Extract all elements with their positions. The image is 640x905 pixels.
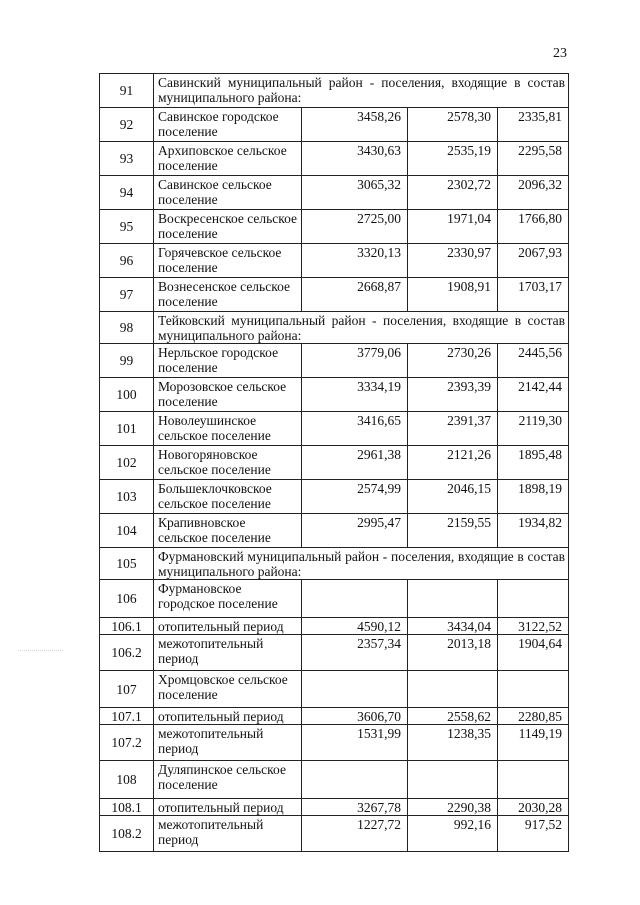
tariff-value-v3 — [498, 761, 569, 799]
settlement-name: межотопительный период — [154, 816, 302, 852]
tariff-value-v2: 2290,38 — [408, 799, 498, 816]
tariff-value-v2: 2730,26 — [408, 344, 498, 378]
tariff-value-v1: 3430,63 — [302, 142, 408, 176]
tariff-value-v3: 2119,30 — [498, 412, 569, 446]
settlement-name: Фурмановское городское поселение — [154, 580, 302, 618]
tariff-value-v1: 1531,99 — [302, 725, 408, 761]
tariff-value-v3: 3122,52 — [498, 618, 569, 635]
row-number: 102 — [100, 446, 154, 480]
table-row — [100, 176, 569, 210]
row-number: 105 — [100, 548, 154, 580]
tariff-value-v1: 3334,19 — [302, 378, 408, 412]
row-number: 94 — [100, 176, 154, 210]
tariff-value-v2: 2558,62 — [408, 708, 498, 725]
district-header-text: Савинский муниципальный район - поселения, входящие в состав муниципального района: — [154, 74, 569, 108]
row-number: 100 — [100, 378, 154, 412]
tariff-value-v2 — [408, 580, 498, 618]
settlement-name: Горячевское сельское поселение — [154, 244, 302, 278]
table-row — [100, 210, 569, 244]
tariff-value-v1 — [302, 580, 408, 618]
scan-margin-mark — [18, 650, 63, 657]
table-row — [100, 378, 569, 412]
district-header-row — [100, 74, 569, 108]
table-row — [100, 344, 569, 378]
tariff-value-v2: 2393,39 — [408, 378, 498, 412]
tariff-value-v3: 2067,93 — [498, 244, 569, 278]
tariff-value-v1: 2995,47 — [302, 514, 408, 548]
tariff-value-v3: 1934,82 — [498, 514, 569, 548]
settlement-name: Хромцовское сельское поселение — [154, 671, 302, 708]
row-number: 99 — [100, 344, 154, 378]
tariff-value-v2: 2578,30 — [408, 108, 498, 142]
tariff-value-v1: 3606,70 — [302, 708, 408, 725]
table-row — [100, 514, 569, 548]
tariff-value-v2: 2159,55 — [408, 514, 498, 548]
tariff-value-v3: 2280,85 — [498, 708, 569, 725]
tariff-value-v3: 1898,19 — [498, 480, 569, 514]
tariff-value-v1 — [302, 761, 408, 799]
table-row — [100, 412, 569, 446]
settlement-name: отопительный период — [154, 799, 302, 816]
row-number: 92 — [100, 108, 154, 142]
row-number: 98 — [100, 312, 154, 344]
tariff-value-v2: 2046,15 — [408, 480, 498, 514]
table-row — [100, 580, 569, 618]
table-row — [100, 278, 569, 312]
row-number: 108 — [100, 761, 154, 799]
table-row — [100, 142, 569, 176]
table-row — [100, 635, 569, 671]
settlement-name: Вознесенское сельское поселение — [154, 278, 302, 312]
settlement-name: Крапивновское сельское поселение — [154, 514, 302, 548]
row-number: 104 — [100, 514, 154, 548]
tariff-value-v2 — [408, 761, 498, 799]
tariff-value-v2: 992,16 — [408, 816, 498, 852]
settlement-name: отопительный период — [154, 708, 302, 725]
row-number: 108.1 — [100, 799, 154, 816]
table-row — [100, 708, 569, 725]
district-header-text: Фурмановский муниципальный район - поселения, входящие в состав муниципального района: — [154, 548, 569, 580]
tariff-value-v1: 2574,99 — [302, 480, 408, 514]
row-number: 106.2 — [100, 635, 154, 671]
tariff-value-v3: 1703,17 — [498, 278, 569, 312]
tariff-value-v1: 3065,32 — [302, 176, 408, 210]
settlement-name: Савинское городское поселение — [154, 108, 302, 142]
tariff-value-v1: 2725,00 — [302, 210, 408, 244]
tariff-value-v2: 2535,19 — [408, 142, 498, 176]
row-number: 106 — [100, 580, 154, 618]
tariff-value-v3: 1149,19 — [498, 725, 569, 761]
row-number: 97 — [100, 278, 154, 312]
tariff-value-v3: 2295,58 — [498, 142, 569, 176]
row-number: 103 — [100, 480, 154, 514]
tariff-value-v2: 2330,97 — [408, 244, 498, 278]
tariff-table — [99, 73, 569, 852]
row-number: 91 — [100, 74, 154, 108]
tariff-value-v2 — [408, 671, 498, 708]
page-number: 23 — [553, 46, 567, 61]
tariff-value-v2: 2391,37 — [408, 412, 498, 446]
settlement-name: Воскресенское сельское поселение — [154, 210, 302, 244]
district-header-row — [100, 312, 569, 344]
table-row — [100, 480, 569, 514]
settlement-name: межотопительный период — [154, 635, 302, 671]
table-row — [100, 618, 569, 635]
settlement-name: межотопительный период — [154, 725, 302, 761]
table-row — [100, 761, 569, 799]
row-number: 106.1 — [100, 618, 154, 635]
tariff-value-v2: 2302,72 — [408, 176, 498, 210]
tariff-value-v1: 2961,38 — [302, 446, 408, 480]
tariff-value-v3 — [498, 580, 569, 618]
tariff-value-v1 — [302, 671, 408, 708]
row-number: 96 — [100, 244, 154, 278]
settlement-name: Большеклочковское сельское поселение — [154, 480, 302, 514]
tariff-value-v2: 3434,04 — [408, 618, 498, 635]
district-header-row — [100, 548, 569, 580]
settlement-name: Нерльское городское поселение — [154, 344, 302, 378]
tariff-value-v3 — [498, 671, 569, 708]
settlement-name: Морозовское сельское поселение — [154, 378, 302, 412]
row-number: 101 — [100, 412, 154, 446]
tariff-value-v1: 1227,72 — [302, 816, 408, 852]
tariff-value-v2: 1908,91 — [408, 278, 498, 312]
tariff-value-v1: 2668,87 — [302, 278, 408, 312]
row-number: 107 — [100, 671, 154, 708]
tariff-value-v1: 3458,26 — [302, 108, 408, 142]
tariff-value-v1: 3779,06 — [302, 344, 408, 378]
tariff-value-v3: 2030,28 — [498, 799, 569, 816]
tariff-value-v3: 2096,32 — [498, 176, 569, 210]
tariff-value-v1: 3320,13 — [302, 244, 408, 278]
table-row — [100, 799, 569, 816]
table-row — [100, 446, 569, 480]
tariff-value-v3: 2335,81 — [498, 108, 569, 142]
settlement-name: Новогоряновское сельское поселение — [154, 446, 302, 480]
row-number: 107.2 — [100, 725, 154, 761]
tariff-value-v1: 3416,65 — [302, 412, 408, 446]
settlement-name: Архиповское сельское поселение — [154, 142, 302, 176]
tariff-value-v1: 4590,12 — [302, 618, 408, 635]
tariff-value-v3: 1766,80 — [498, 210, 569, 244]
row-number: 107.1 — [100, 708, 154, 725]
tariff-value-v2: 1971,04 — [408, 210, 498, 244]
settlement-name: Савинское сельское поселение — [154, 176, 302, 210]
tariff-value-v3: 2142,44 — [498, 378, 569, 412]
district-header-text: Тейковский муниципальный район - поселения, входящие в состав муниципального района: — [154, 312, 569, 344]
row-number: 108.2 — [100, 816, 154, 852]
table-row — [100, 671, 569, 708]
tariff-value-v2: 2013,18 — [408, 635, 498, 671]
table-row — [100, 108, 569, 142]
tariff-value-v1: 2357,34 — [302, 635, 408, 671]
tariff-value-v1: 3267,78 — [302, 799, 408, 816]
settlement-name: отопительный период — [154, 618, 302, 635]
tariff-value-v2: 1238,35 — [408, 725, 498, 761]
table-row — [100, 816, 569, 852]
tariff-value-v3: 1904,64 — [498, 635, 569, 671]
tariff-value-v3: 2445,56 — [498, 344, 569, 378]
row-number: 95 — [100, 210, 154, 244]
table-row — [100, 244, 569, 278]
settlement-name: Дуляпинское сельское поселение — [154, 761, 302, 799]
settlement-name: Новолеушинское сельское поселение — [154, 412, 302, 446]
tariff-value-v3: 917,52 — [498, 816, 569, 852]
table-row — [100, 725, 569, 761]
tariff-value-v2: 2121,26 — [408, 446, 498, 480]
tariff-value-v3: 1895,48 — [498, 446, 569, 480]
row-number: 93 — [100, 142, 154, 176]
